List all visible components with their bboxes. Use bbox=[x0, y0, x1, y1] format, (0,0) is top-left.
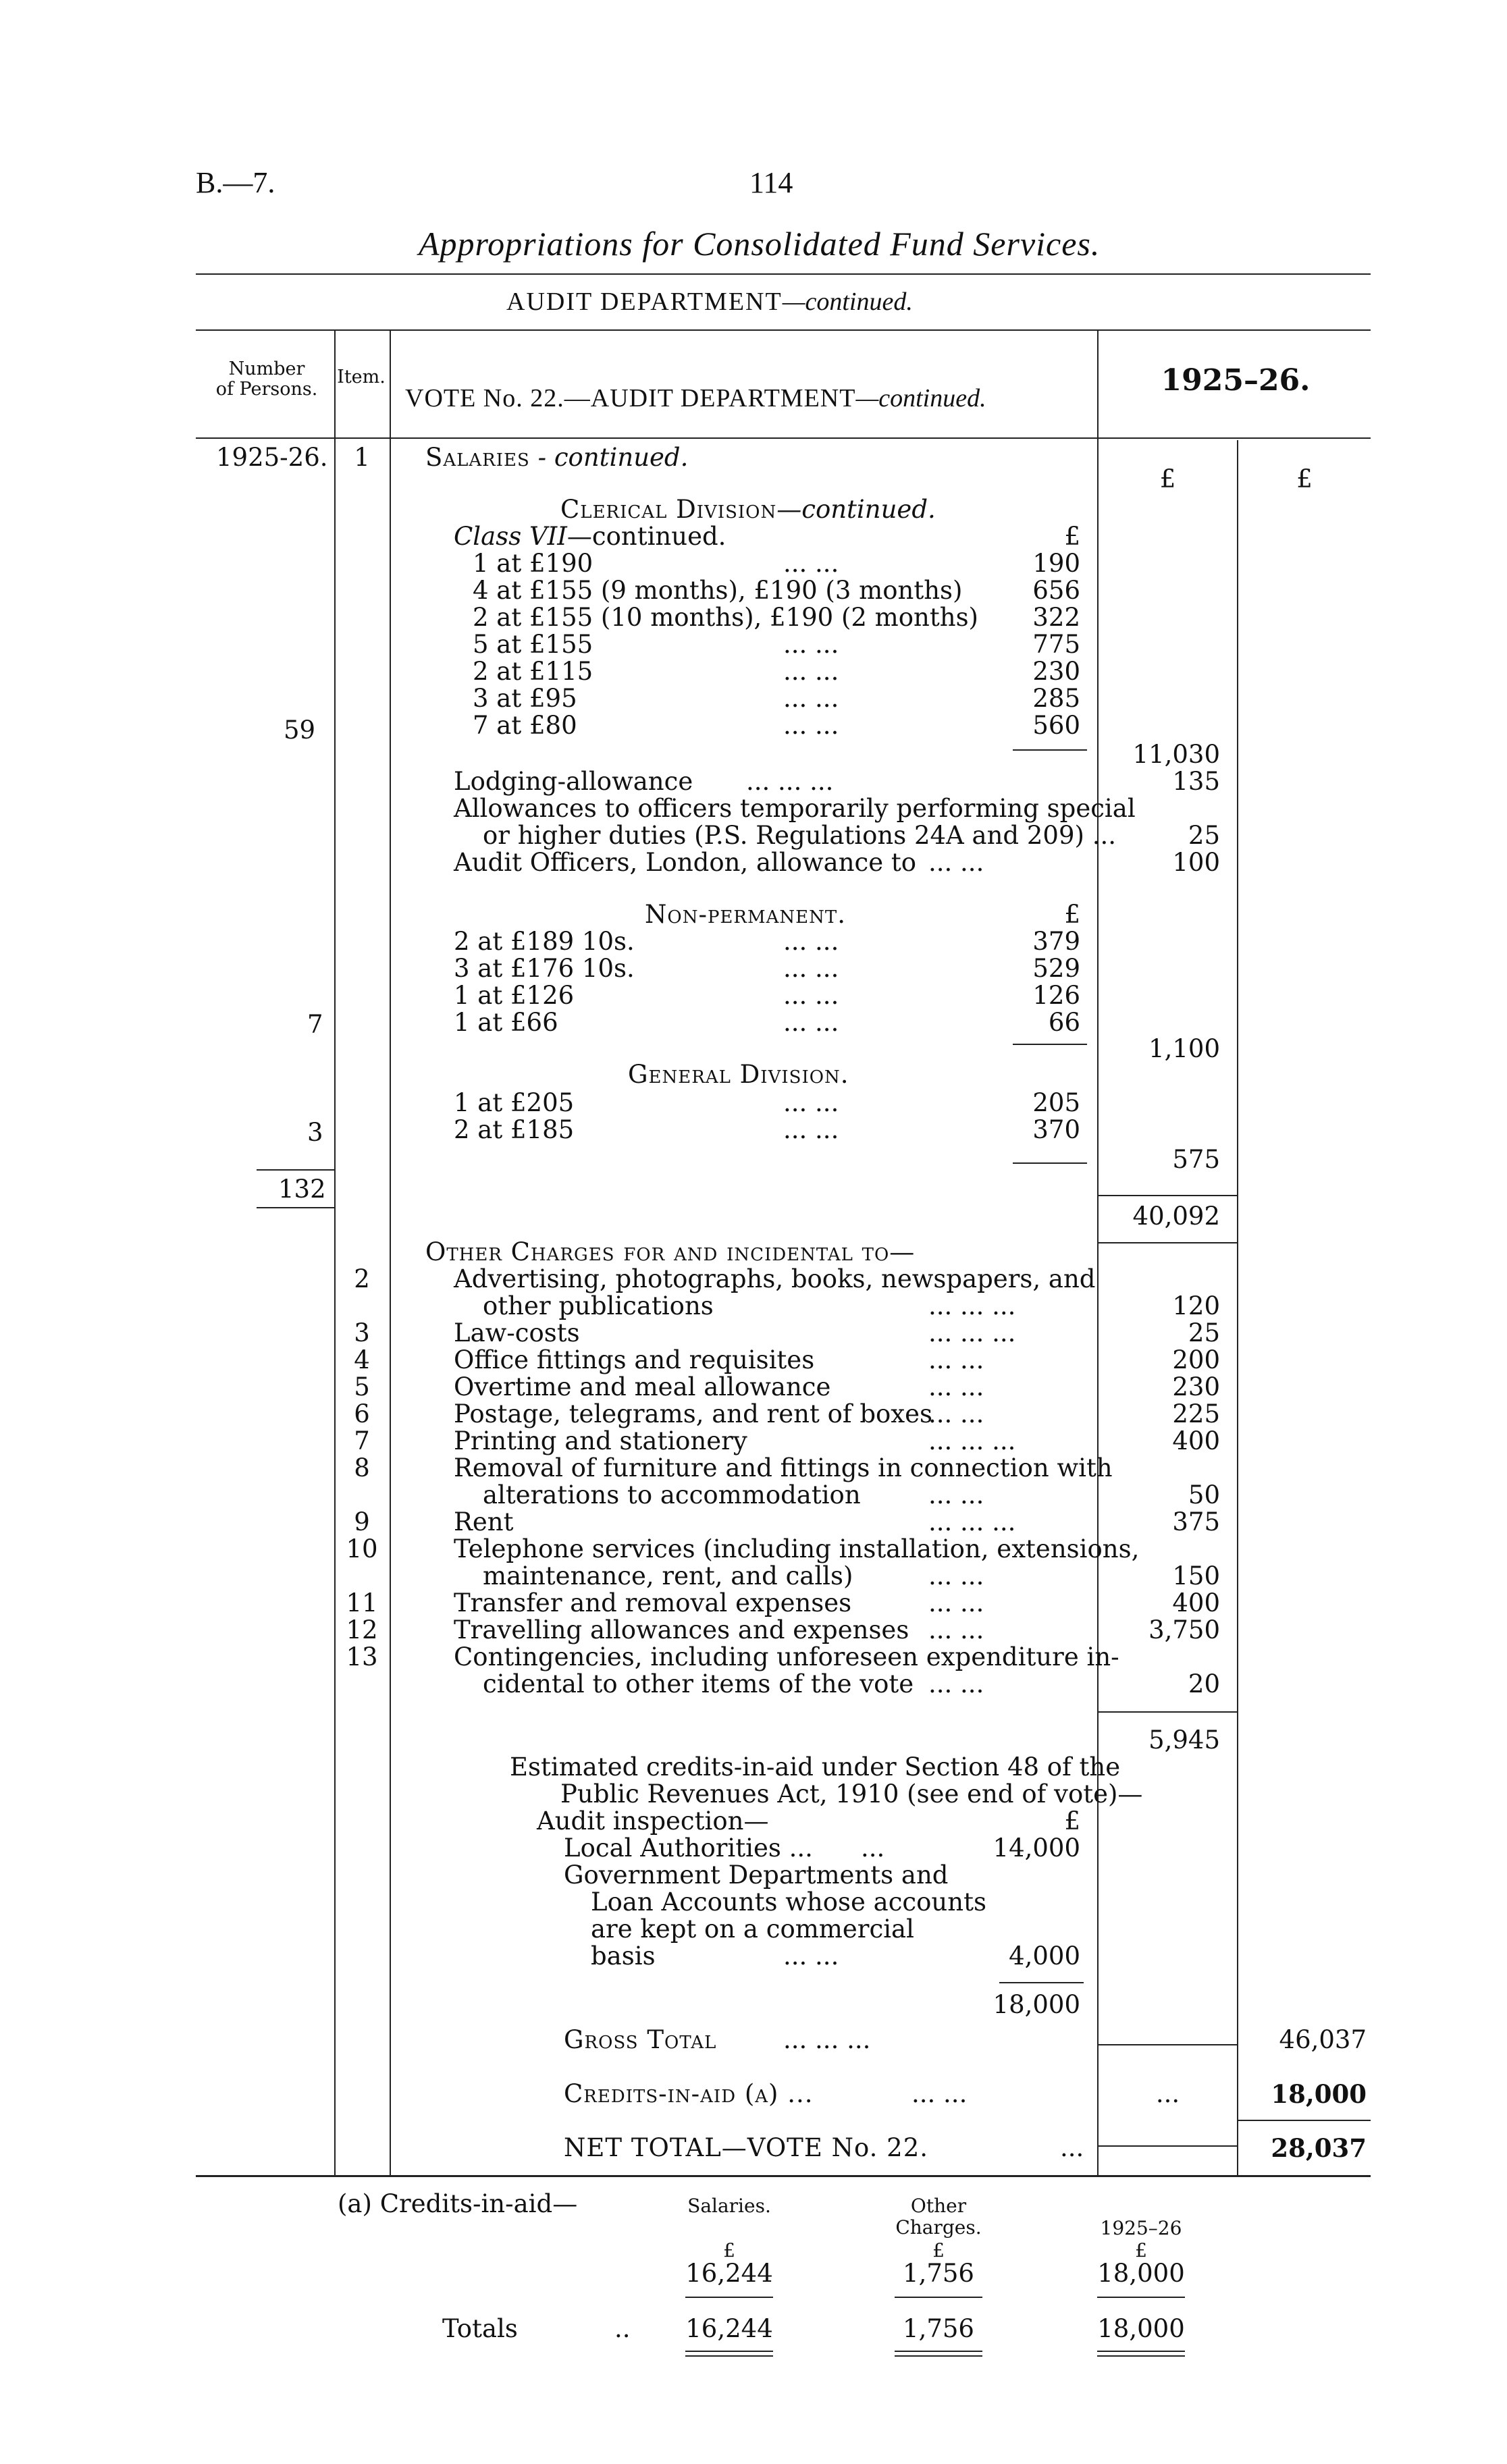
total-currency-header: £ bbox=[1296, 464, 1313, 493]
credits-currency: £ bbox=[1064, 1806, 1080, 1836]
salaries-total-top-rule bbox=[1099, 1195, 1237, 1196]
column-divider-item bbox=[390, 331, 391, 2175]
other-charges-item-amount: 200 bbox=[1172, 1345, 1220, 1374]
gov-departments-amount: 4,000 bbox=[1009, 1941, 1080, 1971]
other-charges-item-dots: ... ... bbox=[928, 1588, 984, 1617]
general-division-heading: General Division. bbox=[628, 1060, 849, 1089]
footnote-other-value: 1,756 bbox=[903, 2259, 974, 2288]
general-row-dots: ... ... bbox=[783, 1088, 839, 1117]
footnote-salaries-double-rule-1 bbox=[685, 2351, 773, 2352]
non-permanent-row-label: 1 at £126 bbox=[454, 981, 575, 1010]
other-charges-item-dots: ... ... bbox=[928, 1615, 984, 1644]
credits-estimate-line2: Public Revenues Act, 1910 (see end of vote)— bbox=[560, 1779, 1143, 1809]
local-authorities-label: Local Authorities ... bbox=[564, 1833, 813, 1863]
clerical-row-label: 2 at £115 bbox=[473, 657, 593, 686]
other-charges-item-number: 3 bbox=[354, 1318, 370, 1347]
credits-in-aid-dots: ... ... bbox=[911, 2079, 968, 2108]
other-charges-item-label: Printing and stationery bbox=[454, 1426, 747, 1455]
non-permanent-persons: 7 bbox=[307, 1010, 323, 1039]
non-permanent-heading: Non-permanent. bbox=[645, 900, 846, 929]
clerical-row-amount: 775 bbox=[1032, 630, 1080, 659]
net-total-dots: ... bbox=[1060, 2133, 1084, 2162]
gov-departments-line1: Government Departments and bbox=[564, 1860, 949, 1890]
gov-departments-line2: Loan Accounts whose accounts bbox=[591, 1887, 986, 1917]
other-charges-item-dots: ... ... ... bbox=[928, 1507, 1016, 1536]
non-permanent-row-dots: ... ... bbox=[783, 927, 839, 956]
other-charges-item-number: 5 bbox=[354, 1372, 370, 1401]
persons-total-bottom-rule bbox=[257, 1207, 334, 1208]
non-permanent-row-label: 3 at £176 10s. bbox=[454, 954, 635, 983]
other-charges-item-label: Transfer and removal expenses bbox=[454, 1588, 852, 1617]
vote-heading: VOTE No. 22.—AUDIT DEPARTMENT—continued. bbox=[405, 384, 986, 412]
gross-total-dots: ... ... ... bbox=[783, 2025, 871, 2054]
table-bottom-rule bbox=[196, 2175, 1371, 2177]
footnote-totals-salaries: 16,244 bbox=[685, 2314, 773, 2343]
other-charges-item-amount: 120 bbox=[1172, 1291, 1220, 1320]
salaries-total: 40,092 bbox=[1132, 1202, 1220, 1231]
other-charges-item-dots: ... ... ... bbox=[928, 1426, 1016, 1455]
gross-total-rule bbox=[1099, 2044, 1237, 2045]
other-charges-item-dots: ... ... ... bbox=[928, 1318, 1016, 1347]
other-charges-item-label: Rent bbox=[454, 1507, 514, 1536]
other-charges-item-amount: 150 bbox=[1172, 1561, 1220, 1590]
net-total-amount-rule bbox=[1099, 2145, 1237, 2147]
footnote-other-header: Other Charges. bbox=[895, 2195, 982, 2239]
other-charges-item-label-cont: alterations to accommodation bbox=[483, 1480, 861, 1509]
amount-currency-header: £ bbox=[1159, 464, 1176, 493]
other-charges-item-label: Law-costs bbox=[454, 1318, 580, 1347]
class-label: Class VII—continued. bbox=[454, 522, 726, 551]
other-charges-item-label: Postage, telegrams, and rent of boxes bbox=[454, 1399, 933, 1428]
clerical-subtotal-rule bbox=[1013, 749, 1087, 751]
clerical-row-label: 5 at £155 bbox=[473, 630, 593, 659]
other-charges-item-amount: 400 bbox=[1172, 1426, 1220, 1455]
footnote-totals-label: Totals bbox=[442, 2314, 518, 2343]
footnote-salaries-value: 16,244 bbox=[685, 2259, 773, 2288]
non-permanent-currency: £ bbox=[1064, 900, 1080, 929]
general-total: 575 bbox=[1172, 1145, 1220, 1174]
other-charges-item-number: 10 bbox=[346, 1534, 378, 1563]
other-charges-total-rule bbox=[1099, 1711, 1237, 1713]
clerical-row-label: 7 at £80 bbox=[473, 711, 577, 740]
footnote-year-value: 18,000 bbox=[1097, 2259, 1185, 2288]
footnote-other-double-rule-2 bbox=[895, 2355, 982, 2357]
non-permanent-row-amount: 379 bbox=[1032, 927, 1080, 956]
other-charges-item-label-cont: cidental to other items of the vote bbox=[483, 1669, 914, 1698]
footnote-salaries-currency: £ bbox=[723, 2239, 735, 2261]
other-charges-item-dots: ... ... bbox=[928, 1399, 984, 1428]
net-total-value: 28,037 bbox=[1271, 2133, 1367, 2163]
footnote-totals-year: 18,000 bbox=[1097, 2314, 1185, 2343]
other-charges-item-label-cont: maintenance, rent, and calls) bbox=[483, 1561, 853, 1590]
other-charges-item-number: 11 bbox=[346, 1588, 378, 1617]
column-divider-amount bbox=[1097, 331, 1099, 2175]
audit-officers-label: Audit Officers, London, allowance to bbox=[454, 848, 917, 877]
general-subtotal-rule bbox=[1013, 1162, 1087, 1164]
lodging-allowance-label: Lodging-allowance bbox=[454, 767, 693, 796]
non-permanent-row-label: 1 at £66 bbox=[454, 1008, 558, 1037]
persons-year-label: 1925-26. bbox=[216, 443, 328, 472]
other-charges-item-label: Contingencies, including unforeseen expenditure in- bbox=[454, 1642, 1119, 1671]
footnote-year-header: 1925–26 bbox=[1100, 2217, 1182, 2239]
clerical-persons: 59 bbox=[284, 716, 316, 745]
other-charges-item-dots: ... ... bbox=[928, 1561, 984, 1590]
other-charges-item-number: 6 bbox=[354, 1399, 370, 1428]
credits-subtotal-rule bbox=[999, 1982, 1084, 1983]
clerical-row-amount: 560 bbox=[1032, 711, 1080, 740]
footnote-other-rule bbox=[895, 2297, 982, 2298]
other-charges-item-amount: 400 bbox=[1172, 1588, 1220, 1617]
credits-in-aid-value: 18,000 bbox=[1271, 2079, 1367, 2109]
other-charges-item-amount: 50 bbox=[1188, 1480, 1220, 1509]
clerical-row-label: 1 at £190 bbox=[473, 549, 593, 578]
other-charges-item-number: 9 bbox=[354, 1507, 370, 1536]
other-charges-item-amount: 25 bbox=[1188, 1318, 1220, 1347]
non-permanent-row-amount: 126 bbox=[1032, 981, 1080, 1010]
other-charges-item-label: Telephone services (including installation, extensions, bbox=[454, 1534, 1140, 1563]
clerical-row-dots: ... ... bbox=[783, 657, 839, 686]
other-charges-item-dots: ... ... bbox=[928, 1345, 984, 1374]
other-charges-item-amount: 20 bbox=[1188, 1669, 1220, 1698]
non-permanent-row-dots: ... ... bbox=[783, 981, 839, 1010]
footnote-label: (a) Credits-in-aid— bbox=[338, 2189, 578, 2218]
local-authorities-amount: 14,000 bbox=[993, 1833, 1080, 1863]
clerical-total: 11,030 bbox=[1132, 740, 1220, 769]
general-row-label: 2 at £185 bbox=[454, 1115, 575, 1144]
footnote-salaries-double-rule-2 bbox=[685, 2355, 773, 2357]
clerical-row-label: 3 at £95 bbox=[473, 684, 577, 713]
general-row-dots: ... ... bbox=[783, 1115, 839, 1144]
clerical-row-amount: 656 bbox=[1032, 576, 1080, 605]
clerical-row-dots: ... ... bbox=[783, 630, 839, 659]
gross-total-label: Gross Total bbox=[564, 2025, 717, 2054]
table-top-rule bbox=[196, 329, 1371, 331]
other-charges-item-dots: ... ... bbox=[928, 1372, 984, 1401]
footnote-year-rule bbox=[1097, 2297, 1185, 2298]
general-row-amount: 205 bbox=[1032, 1088, 1080, 1117]
lodging-allowance-amount: 135 bbox=[1172, 767, 1220, 796]
footnote-other-double-rule-1 bbox=[895, 2351, 982, 2352]
gov-departments-line4: basis bbox=[591, 1941, 656, 1971]
non-permanent-total: 1,100 bbox=[1148, 1034, 1220, 1063]
footnote-salaries-rule bbox=[685, 2297, 773, 2298]
other-charges-item-number: 8 bbox=[354, 1453, 370, 1482]
other-charges-item-dots: ... ... bbox=[928, 1669, 984, 1698]
local-authorities-dots: ... bbox=[861, 1833, 885, 1863]
other-charges-item-amount: 3,750 bbox=[1148, 1615, 1220, 1644]
gov-departments-line3: are kept on a commercial bbox=[591, 1914, 914, 1944]
special-duties-label-2: or higher duties (P.S. Regulations 24A and 209) ... bbox=[483, 821, 1116, 850]
clerical-currency: £ bbox=[1064, 522, 1080, 551]
net-total-top-rule bbox=[1238, 2120, 1371, 2121]
other-charges-item-number: 4 bbox=[354, 1345, 370, 1374]
other-charges-item-label: Removal of furniture and fittings in connection with bbox=[454, 1453, 1113, 1482]
other-charges-item-dots: ... ... bbox=[928, 1480, 984, 1509]
clerical-row-amount: 190 bbox=[1032, 549, 1080, 578]
clerical-row-label: 4 at £155 (9 months), £190 (3 months) bbox=[473, 576, 963, 605]
audit-officers-dots: ... ... bbox=[928, 848, 984, 877]
footnote-year-double-rule-1 bbox=[1097, 2351, 1185, 2352]
non-permanent-row-dots: ... ... bbox=[783, 1008, 839, 1037]
other-charges-item-label: Advertising, photographs, books, newspapers, and bbox=[454, 1264, 1096, 1293]
page-title: Appropriations for Consolidated Fund Services. bbox=[419, 225, 1101, 263]
other-charges-item-label: Overtime and meal allowance bbox=[454, 1372, 831, 1401]
gov-departments-dots: ... ... bbox=[783, 1941, 839, 1971]
salaries-heading: Salaries - continued. bbox=[425, 443, 689, 472]
credits-in-aid-label: Credits-in-aid (a) ... bbox=[564, 2079, 814, 2108]
non-permanent-row-amount: 66 bbox=[1048, 1008, 1080, 1037]
salaries-item-number: 1 bbox=[354, 443, 370, 472]
other-charges-item-amount: 375 bbox=[1172, 1507, 1220, 1536]
other-charges-item-amount: 225 bbox=[1172, 1399, 1220, 1428]
clerical-row-dots: ... ... bbox=[783, 684, 839, 713]
persons-total-top-rule bbox=[257, 1169, 334, 1171]
clerical-row-dots: ... ... bbox=[783, 711, 839, 740]
general-row-label: 1 at £205 bbox=[454, 1088, 575, 1117]
credits-subtotal: 18,000 bbox=[993, 1990, 1080, 2019]
document-reference: B.—7. bbox=[196, 166, 275, 199]
non-permanent-row-dots: ... ... bbox=[783, 954, 839, 983]
general-persons: 3 bbox=[307, 1118, 323, 1147]
other-charges-item-dots: ... ... ... bbox=[928, 1291, 1016, 1320]
item-column-header: Item. bbox=[337, 367, 386, 387]
other-charges-heading: Other Charges for and incidental to— bbox=[425, 1237, 916, 1266]
audit-inspection-label: Audit inspection— bbox=[537, 1806, 769, 1836]
footnote-totals-other: 1,756 bbox=[903, 2314, 974, 2343]
audit-officers-amount: 100 bbox=[1172, 848, 1220, 877]
footnote-year-currency: £ bbox=[1135, 2239, 1147, 2261]
year-column-header: 1925–26. bbox=[1161, 363, 1311, 398]
credits-estimate-line1: Estimated credits-in-aid under Section 48 of the bbox=[510, 1752, 1121, 1782]
other-charges-item-number: 2 bbox=[354, 1264, 370, 1293]
clerical-heading: Clerical Division—continued. bbox=[560, 495, 936, 524]
other-charges-item-number: 7 bbox=[354, 1426, 370, 1455]
other-charges-total: 5,945 bbox=[1148, 1725, 1220, 1755]
clerical-row-amount: 285 bbox=[1032, 684, 1080, 713]
other-charges-item-label: Travelling allowances and expenses bbox=[454, 1615, 909, 1644]
clerical-row-amount: 230 bbox=[1032, 657, 1080, 686]
general-row-amount: 370 bbox=[1032, 1115, 1080, 1144]
non-permanent-row-label: 2 at £189 10s. bbox=[454, 927, 635, 956]
clerical-row-amount: 322 bbox=[1032, 603, 1080, 632]
footnote-totals-dots: .. bbox=[614, 2314, 631, 2343]
department-heading: AUDIT DEPARTMENT—continued. bbox=[506, 288, 913, 316]
other-charges-item-label-cont: other publications bbox=[483, 1291, 714, 1320]
other-charges-item-number: 13 bbox=[346, 1642, 378, 1671]
footnote-other-currency: £ bbox=[932, 2239, 945, 2261]
clerical-row-label: 2 at £155 (10 months), £190 (2 months) bbox=[473, 603, 978, 632]
footnote-salaries-header: Salaries. bbox=[687, 2195, 771, 2217]
persons-column-header: Number of Persons. bbox=[215, 358, 318, 400]
footnote-year-double-rule-2 bbox=[1097, 2355, 1185, 2357]
column-header-rule bbox=[196, 437, 1371, 439]
special-duties-label: Allowances to officers temporarily performing special bbox=[454, 794, 1136, 823]
other-charges-item-number: 12 bbox=[346, 1615, 378, 1644]
non-permanent-row-amount: 529 bbox=[1032, 954, 1080, 983]
header-rule bbox=[196, 273, 1371, 275]
other-charges-item-label: Office fittings and requisites bbox=[454, 1345, 815, 1374]
net-total-label: NET TOTAL—VOTE No. 22. bbox=[564, 2133, 928, 2162]
non-permanent-subtotal-rule bbox=[1013, 1044, 1087, 1045]
other-charges-item-amount: 230 bbox=[1172, 1372, 1220, 1401]
column-divider-persons bbox=[334, 331, 336, 2175]
special-duties-amount: 25 bbox=[1188, 821, 1220, 850]
column-divider-total bbox=[1237, 440, 1238, 2175]
clerical-row-dots: ... ... bbox=[783, 549, 839, 578]
lodging-allowance-dots: ... ... ... bbox=[746, 767, 834, 796]
page-number: 114 bbox=[749, 166, 793, 199]
persons-total: 132 bbox=[278, 1175, 326, 1204]
gross-total-value: 46,037 bbox=[1279, 2025, 1367, 2054]
salaries-total-bottom-rule bbox=[1099, 1242, 1237, 1243]
credits-in-aid-mid-dots: ... bbox=[1155, 2079, 1180, 2108]
